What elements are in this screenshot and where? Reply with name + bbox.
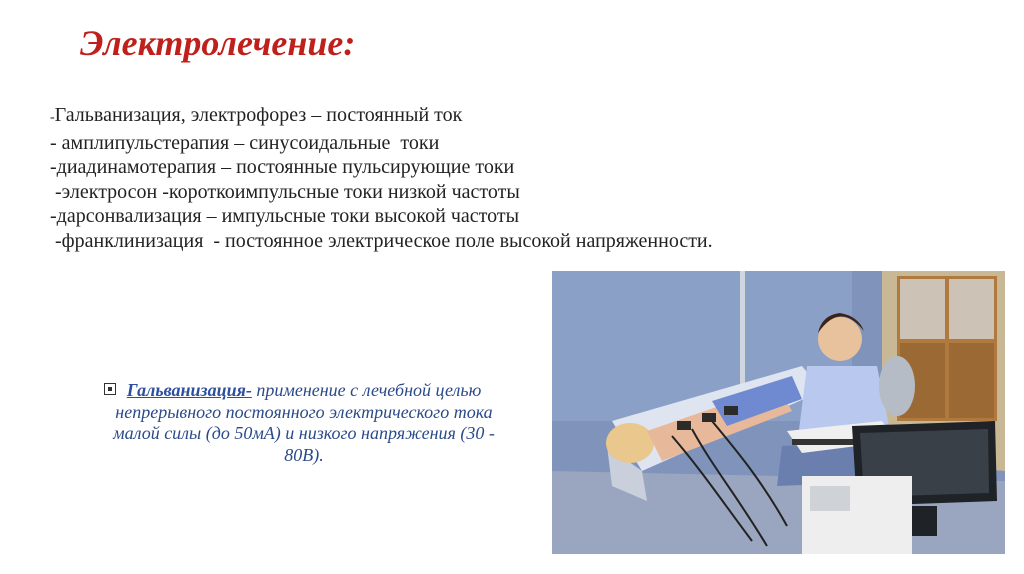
slide-title: Электролечение: — [80, 23, 356, 63]
treatment-photo — [552, 271, 1005, 554]
therapy-list — [50, 103, 950, 253]
list-item: -электросон -короткоимпульсные токи низкой частоты — [50, 180, 520, 203]
galvanization-session-illustration — [552, 271, 1005, 554]
definition-text: Гальванизация- применение с лечебной целью непрерывного постоянного электрического тока малой силы (до 50мА) и низкого напряжения (30 - 80В). — [113, 380, 495, 465]
list-item: -Гальванизация, электрофорез – постоянный ток — [50, 104, 463, 126]
square-bullet-icon — [104, 383, 116, 395]
list-item: -диадинамотерапия – постоянные пульсирующие токи — [50, 156, 515, 178]
list-item: -дарсонвализация – импульсные токи высокой частоты — [50, 205, 520, 227]
definition-term: Гальванизация- — [126, 380, 252, 400]
list-item: -франклинизация - постоянное электрическое поле высокой напряженности. — [50, 229, 713, 252]
list-item: - амплипульстерапия – синусоидальные токи — [50, 131, 440, 154]
definition-bullet — [98, 380, 498, 466]
